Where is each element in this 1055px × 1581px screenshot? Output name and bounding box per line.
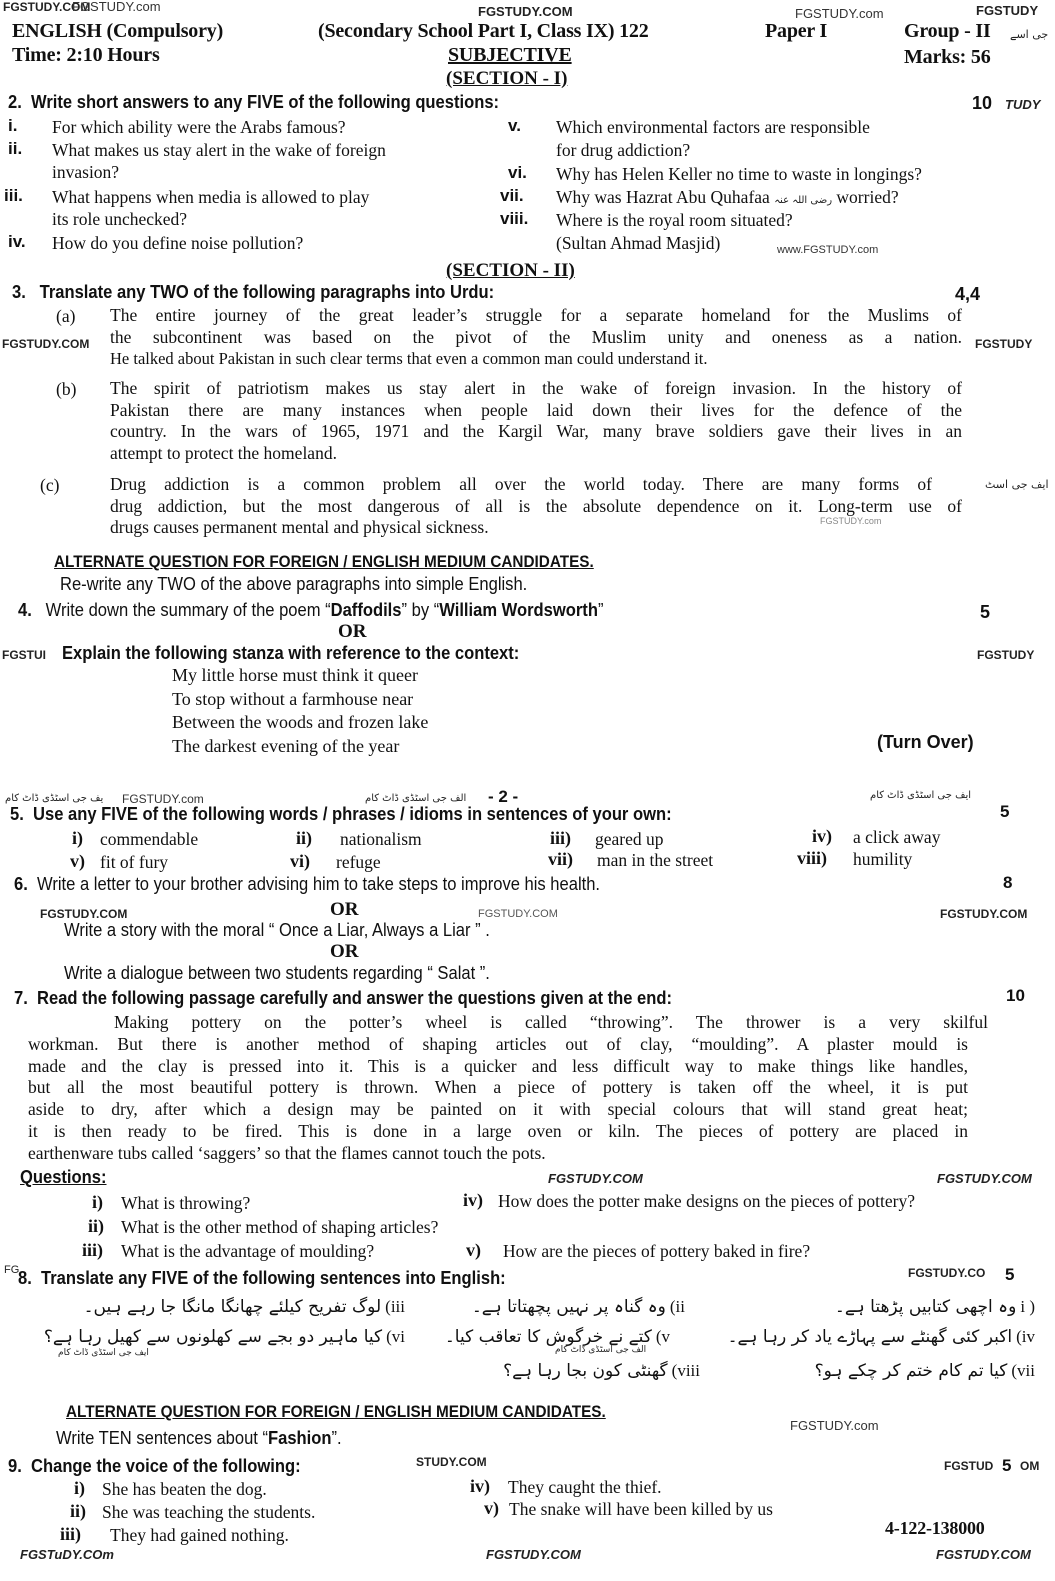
- total-marks: Marks: 56: [904, 46, 991, 68]
- alternate-text: Write TEN sentences about “: [56, 1428, 269, 1448]
- q5-item-num: iii): [550, 828, 571, 848]
- watermark: FGSTUDY.COM: [478, 4, 573, 19]
- stanza: [172, 664, 428, 758]
- q7-question-text: How does the potter make designs on the pieces of pottery?: [498, 1191, 915, 1211]
- alternate-question-heading: ALTERNATE QUESTION FOR FOREIGN / ENGLISH MEDIUM CANDIDATES.: [54, 552, 594, 571]
- q5-item-text: geared up: [595, 829, 664, 849]
- urdu-sentence: کیا تم کام ختم کر چکے ہو؟: [814, 1361, 1008, 1381]
- q8-sentence: [430, 1296, 685, 1317]
- watermark: FGSTUDY.com: [122, 792, 204, 806]
- q2-title: [8, 92, 499, 113]
- question-text: Write down the summary of the poem “: [45, 600, 331, 620]
- paper-label: Paper I: [765, 20, 828, 42]
- question-text: Write a letter to your brother advising him to take steps to improve his health.: [37, 874, 601, 894]
- page-number: - 2 -: [488, 787, 519, 806]
- q2-item-num: iii.: [4, 186, 23, 205]
- q8-sentence: [470, 1360, 700, 1381]
- watermark: STUDY.COM: [416, 1455, 487, 1469]
- paragraph-line: drugs causes permanent mental and physical sickness.: [110, 517, 489, 537]
- question-text: ”: [597, 600, 604, 620]
- watermark: FGSTUDY.COM: [936, 1547, 1031, 1562]
- q5-item-text: nationalism: [340, 829, 422, 849]
- q2-item-num: vii.: [500, 186, 524, 205]
- paragraph-label: (b): [56, 379, 77, 399]
- watermark: OM: [1020, 1459, 1040, 1473]
- urdu-sentence: وہ گناہ پر نہیں پچھتاتا ہے۔: [471, 1297, 666, 1317]
- q8-sentence: [43, 1326, 405, 1347]
- paragraph-line: The entire journey of the great leader’s struggle for a separate homeland for the Muslims of: [110, 305, 962, 325]
- passage-line: Making pottery on the potter’s wheel is called “throwing”. The thrower is a very skilful: [114, 1012, 988, 1032]
- q5-item-num: iv): [812, 826, 832, 846]
- q2-item-text-end: worried?: [836, 187, 899, 207]
- q8-sentence: [60, 1296, 405, 1317]
- question-number: 3.: [12, 282, 26, 302]
- q2-item-num: v.: [508, 116, 521, 135]
- sentence-number: (vii: [1011, 1361, 1035, 1380]
- watermark: FGSTUDY.COM: [937, 1171, 1032, 1186]
- paragraph-line: Drug addiction is a common problem all over the world today. There are many forms of: [110, 474, 932, 494]
- q7-question-text: How are the pieces of pottery baked in fire?: [503, 1241, 811, 1261]
- sentence-number: (vi: [386, 1327, 405, 1346]
- watermark: TUDY: [1005, 97, 1041, 112]
- q9-item-num: ii): [70, 1501, 86, 1521]
- question-number: 6.: [14, 874, 28, 894]
- q6-title: [14, 874, 600, 895]
- q8-sentence: [700, 1296, 1035, 1317]
- paragraph-line: The spirit of patriotism makes us stay alert in the wake of foreign invasion. In the history of: [110, 378, 962, 398]
- alternate-question-heading: ALTERNATE QUESTION FOR FOREIGN / ENGLISH MEDIUM CANDIDATES.: [66, 1402, 606, 1421]
- stanza-line: The darkest evening of the year: [172, 735, 400, 756]
- q7-title: [14, 988, 672, 1009]
- q9-item-num: v): [484, 1498, 499, 1518]
- topic: Fashion: [268, 1428, 332, 1448]
- paragraph-line: Pakistan there are many instances when people laid down their lives for the defence of the: [110, 399, 962, 420]
- q3-title: [12, 282, 494, 303]
- poet-name: William Wordsworth: [439, 600, 598, 620]
- q7-marks: 10: [1006, 986, 1025, 1005]
- q9-item-text: They caught the thief.: [508, 1477, 662, 1497]
- q7-question-num: iv): [463, 1190, 483, 1210]
- q7-question-text: What is throwing?: [121, 1193, 251, 1213]
- stanza-line: Between the woods and frozen lake: [172, 712, 429, 732]
- question-text: Write short answers to any FIVE of the following questions:: [31, 92, 500, 112]
- watermark: FGSTUDY.COM: [486, 1547, 581, 1562]
- q9-item-num: i): [74, 1478, 85, 1498]
- q2-item-text-cont: invasion?: [52, 162, 120, 182]
- alternate-question-text: Re-write any TWO of the above paragraphs into simple English.: [60, 574, 528, 594]
- poem-title: Daffodils: [330, 600, 402, 620]
- question-text: Use any FIVE of the following words / phrases / idioms in sentences of your own:: [33, 804, 672, 824]
- alternate-question-text: [56, 1428, 342, 1449]
- watermark: FGSTUDY.COM: [3, 0, 91, 14]
- or-separator: OR: [338, 621, 367, 642]
- question-text: Translate any FIVE of the following sentences into English:: [41, 1268, 506, 1288]
- q2-item-text: For which ability were the Arabs famous?: [52, 117, 346, 137]
- q2-item-num: i.: [8, 116, 18, 135]
- question-number: 7.: [14, 988, 28, 1008]
- sentence-number: (iv: [1016, 1327, 1035, 1346]
- or-separator: OR: [330, 941, 359, 962]
- paragraph-line: country. In the wars of 1965, 1971 and the Kargil War, many brave soldiers gave their lives in an: [110, 421, 962, 441]
- q7-passage: [28, 1012, 988, 1165]
- questions-label: Questions:: [20, 1167, 107, 1187]
- urdu-sentence: اکبر کئی گھنٹے سے پہاڑے یاد کر رہا ہے۔: [727, 1327, 1013, 1347]
- q8-marks: 5: [1005, 1265, 1015, 1284]
- question-text: Read the following passage carefully and answer the questions given at the end:: [37, 988, 672, 1008]
- q7-question-num: i): [92, 1192, 103, 1212]
- paragraph-label: (c): [40, 475, 60, 495]
- paragraph-c: [110, 474, 962, 539]
- q2-item-text-cont: for drug addiction?: [556, 140, 691, 160]
- watermark: FGSTUDY.COM: [940, 907, 1028, 921]
- paragraph-line: He talked about Pakistan in such clear terms that even a common man could understand it.: [110, 349, 708, 368]
- q2-item-text-main: Why was Hazrat Abu Quhafaa: [556, 187, 770, 207]
- question-text: Translate any TWO of the following paragraphs into Urdu:: [39, 282, 495, 302]
- question-text: Change the voice of the following:: [31, 1456, 301, 1476]
- q6-option-dialogue: Write a dialogue between two students regarding “ Salat ”.: [64, 963, 490, 983]
- paragraph-label: (a): [56, 306, 76, 326]
- q4-alternate-title: Explain the following stanza with reference to the context:: [62, 643, 520, 663]
- paragraph-line: attempt to protect the homeland.: [110, 442, 337, 463]
- urdu-watermark: ایف جی اسٹ: [985, 478, 1049, 491]
- q5-item-text: refuge: [336, 852, 381, 872]
- passage-line: workman. But there is another method of shaping articles out of clay, “moulding”. A plaster mould is: [28, 1033, 968, 1054]
- urdu-watermark: الف جی اسٹڈی ڈاٹ کام: [365, 793, 467, 804]
- watermark: FGSTUDY.com: [795, 6, 884, 21]
- subject-title: ENGLISH (Compulsory): [12, 20, 224, 42]
- sentence-number: (iii: [385, 1297, 405, 1316]
- q9-marks: 5: [1002, 1456, 1012, 1475]
- question-number: 8.: [18, 1268, 32, 1288]
- q5-item-num: ii): [296, 828, 312, 848]
- q2-item-text-cont: its role unchecked?: [52, 209, 188, 229]
- q8-sentence: [430, 1326, 670, 1347]
- watermark: FGSTUDY.COM: [478, 908, 558, 920]
- watermark: FGSTUDY: [976, 3, 1039, 18]
- paragraph-b: [110, 378, 962, 464]
- q7-question-num: v): [466, 1240, 481, 1260]
- urdu-sentence: کیا ماہیر دو بجے سے کھلونوں سے کھیل رہا ہے؟: [43, 1327, 383, 1347]
- watermark: FGSTUDY.com: [790, 1418, 879, 1433]
- q5-item-text: man in the street: [597, 850, 714, 870]
- q2-item-num: viii.: [500, 209, 529, 228]
- time-label: Time: 2:10 Hours: [12, 44, 160, 66]
- question-number: 9.: [8, 1456, 22, 1476]
- stanza-line: My little horse must think it queer: [172, 665, 418, 685]
- sentence-number: (v: [655, 1327, 670, 1346]
- watermark: FGSTUDY.COM: [40, 907, 128, 921]
- q2-item-text: Why has Helen Keller no time to waste in longings?: [556, 164, 922, 184]
- watermark: FGSTUDY.com: [72, 0, 161, 14]
- paragraph-line: the subcontinent was based on the pivot of the Muslim unity and oneness as a nation.: [110, 326, 962, 347]
- group-label: Group - II: [904, 20, 991, 42]
- q2-item-text: How do you define noise pollution?: [52, 233, 304, 253]
- passage-line: earthenware tubs called ‘saggers’ so that the flames cannot touch the pots.: [28, 1142, 546, 1163]
- q2-item-text: What makes us stay alert in the wake of foreign: [52, 140, 386, 160]
- watermark: FGSTuDY.COm: [20, 1547, 114, 1562]
- paper-code: 4-122-138000: [885, 1518, 985, 1538]
- watermark: FG: [4, 1264, 20, 1276]
- turn-over-label: (Turn Over): [877, 732, 974, 752]
- q3-marks: 4,4: [955, 284, 981, 304]
- alternate-text: ”.: [331, 1428, 342, 1448]
- q7-question-text: What is the other method of shaping articles?: [121, 1217, 439, 1237]
- q2-item-num: vi.: [508, 163, 527, 182]
- question-text: ” by “: [401, 600, 440, 620]
- q2-item-text: What happens when media is allowed to play: [52, 187, 370, 207]
- urdu-sentence: وہ اچھی کتابیں پڑھتا ہے۔: [834, 1297, 1017, 1317]
- passage-line: but all the most beautiful pottery is thrown. When a piece of pottery is taken off the wheel, it is put: [28, 1077, 968, 1098]
- q2-item-num: ii.: [8, 139, 23, 158]
- urdu-watermark: ایف جی اسٹڈی ڈاٹ کام: [58, 1348, 149, 1358]
- urdu-watermark: یف جی اسٹڈی ڈاٹ کام: [5, 793, 104, 804]
- school-class-title: (Secondary School Part I, Class IX) 122: [318, 20, 649, 42]
- section-2-heading: (SECTION - II): [446, 260, 575, 281]
- sentence-number: i ): [1020, 1297, 1035, 1316]
- section-1-heading: (SECTION - I): [446, 68, 568, 89]
- q9-item-num: iii): [60, 1524, 81, 1544]
- question-number: 2.: [8, 92, 22, 112]
- q9-item-text: She was teaching the students.: [102, 1502, 316, 1522]
- q5-item-num: v): [70, 851, 85, 871]
- q2-marks: 10: [972, 93, 993, 113]
- or-separator: OR: [330, 899, 359, 920]
- watermark: FGSTUI: [2, 648, 46, 662]
- urdu-watermark: الف جی اسٹڈی ڈاٹ کام: [555, 1345, 647, 1355]
- sentence-number: (ii: [669, 1297, 685, 1316]
- q9-title: [8, 1456, 301, 1477]
- stanza-line: To stop without a farmhouse near: [172, 688, 414, 709]
- urdu-watermark: جی اسے: [1010, 28, 1049, 41]
- q9-item-num: iv): [470, 1476, 490, 1496]
- q4-title: [18, 600, 603, 621]
- q4-marks: 5: [980, 602, 991, 622]
- q9-item-text: They had gained nothing.: [110, 1525, 289, 1545]
- watermark: FGSTUD: [944, 1459, 994, 1473]
- q5-item-num: vi): [290, 851, 310, 871]
- q5-item-text: fit of fury: [100, 852, 169, 872]
- honorific-urdu: رضی اللہ عنہ: [774, 195, 833, 206]
- paragraph-line: drug addiction, but the most dangerous of all is the absolute dependence on it. Long-term use of: [110, 495, 962, 516]
- q2-item-num: iv.: [8, 232, 26, 251]
- q2-item-text: Where is the royal room situated?: [556, 210, 793, 230]
- q2-item-text: Which environmental factors are responsible: [556, 117, 870, 137]
- q5-item-num: viii): [797, 848, 827, 868]
- q5-item-num: i): [72, 828, 83, 848]
- passage-line: aside to dry, after which a design may be painted on it with special colours that will stand great heat;: [28, 1099, 968, 1120]
- q5-marks: 5: [1000, 802, 1010, 821]
- urdu-sentence: لوگ تفریح کیلئے چھانگا مانگا جا رہے ہیں۔: [83, 1297, 382, 1317]
- watermark: FGSTUDY.COM: [548, 1171, 643, 1186]
- q5-item-text: humility: [853, 849, 913, 869]
- q9-item-text: The snake will have been killed by us: [509, 1499, 773, 1519]
- urdu-sentence: کتے نے خرگوش کا تعاقب کیا۔: [444, 1327, 652, 1347]
- passage-line: it is then ready to be fired. This is done in a large oven or kiln. The pieces of pottery are placed in: [28, 1120, 968, 1141]
- urdu-sentence: گھنٹی کون بجا رہا ہے؟: [503, 1361, 668, 1381]
- watermark: FGSTUDY.CO: [908, 1266, 986, 1280]
- watermark: FGSTUDY.COM: [2, 337, 90, 351]
- passage-line: made and the clay is pressed into it. This is a quicker and less difficult way to make things like handles,: [28, 1055, 968, 1076]
- q5-item-text: commendable: [100, 829, 199, 849]
- q9-item-text: She has beaten the dog.: [102, 1479, 267, 1499]
- watermark: www.FGSTUDY.com: [777, 244, 879, 256]
- watermark: FGSTUDY: [977, 648, 1035, 662]
- q6-option-story: Write a story with the moral “ Once a Liar, Always a Liar ” .: [64, 920, 490, 940]
- q8-sentence: [790, 1360, 1035, 1381]
- question-number: 5.: [10, 804, 24, 824]
- sentence-number: (viii: [671, 1361, 700, 1380]
- q6-marks: 8: [1003, 873, 1013, 892]
- q7-question-num: iii): [82, 1240, 103, 1260]
- subjective-heading: SUBJECTIVE: [448, 44, 572, 66]
- q5-title: [10, 804, 672, 825]
- q7-question-text: What is the advantage of moulding?: [121, 1241, 375, 1261]
- q5-item-num: vii): [548, 849, 573, 869]
- question-number: 4.: [18, 600, 32, 620]
- q2-item-text-cont: (Sultan Ahmad Masjid): [556, 233, 721, 253]
- q8-title: [18, 1268, 506, 1289]
- q5-item-text: a click away: [853, 827, 941, 847]
- watermark: FGSTUDY.com: [820, 516, 882, 526]
- paragraph-a: [110, 305, 962, 370]
- watermark: FGSTUDY: [975, 337, 1033, 351]
- q7-question-num: ii): [88, 1216, 104, 1236]
- urdu-watermark: ایف جی اسٹڈی ڈاٹ کام: [870, 790, 972, 801]
